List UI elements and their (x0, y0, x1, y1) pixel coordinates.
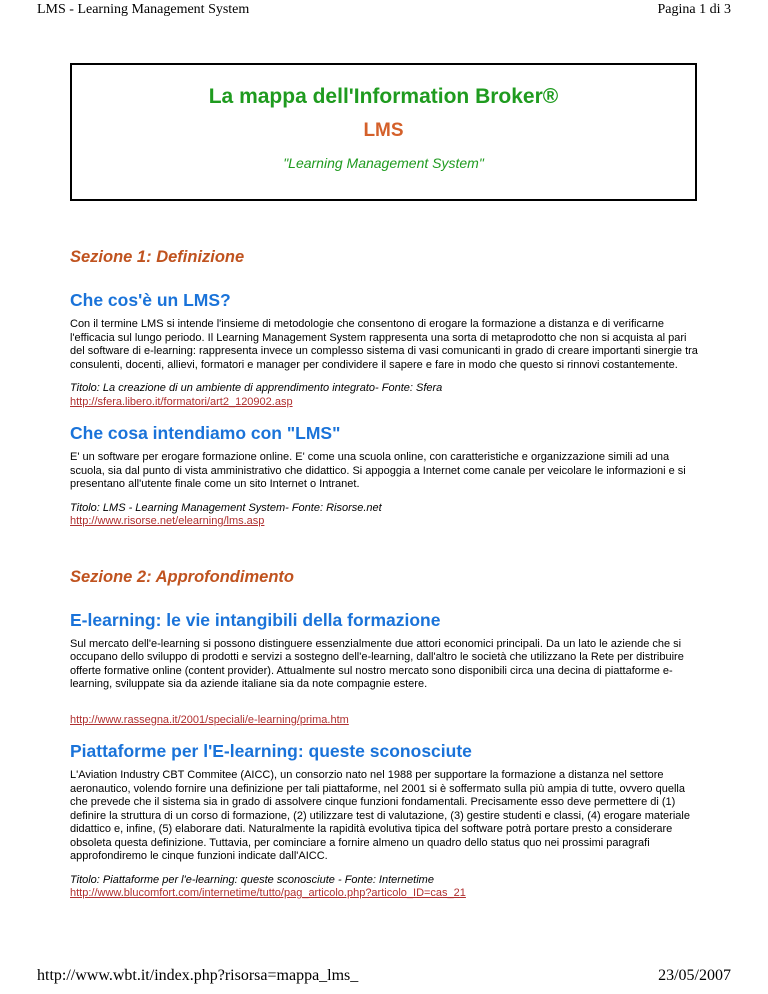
article-source: Titolo: La creazione di un ambiente di apprendimento integrato- Fonte: Sfera (70, 382, 443, 394)
article-title: Piattaforme per l'E-learning: queste sconosciute (70, 741, 472, 761)
article-link[interactable]: http://www.risorse.net/elearning/lms.asp (70, 515, 265, 527)
article-body: E' un software per erogare formazione online. E' come una scuola online, con caratteristiche e organizzazione simili ad una scuola, sia dal punto di vista amministrativo che didattico. Si appoggia a Internet come canale per veicolare le informazioni e si presentano all'utente finale come un sito Internet o Intranet. (70, 451, 686, 490)
article-body: L'Aviation Industry CBT Commitee (AICC), un consorzio nato nel 1988 per supportare la formazione a distanza nel settore aeronautico, volendo fornire una definizione per tali piattaforme, nel 2001 si è soffermato sulla più ampia di tutte, ovvero quella che prevede che il sistema sia in grado di assolvere cinque funzioni fondamentali. Precisamente esso deve permettere di (1) definire la struttura di un corso di formazione, (2) utilizzare test di valutazione, (3) gestire studenti e classi, (4) erogare materiale didattico e, infine, (5) elaborare dati. Naturalmente la rapidità evolutiva tipica del software potrà portare presto a considerare obsoleta questa definizione. Tuttavia, per cominciare a fornire almeno un quadro dello status quo nei prossimi paragrafi approfondiremo le cinque funzioni indicate dall'AICC. (70, 769, 690, 862)
article-link[interactable]: http://www.blucomfort.com/internetime/tutto/pag_articolo.php?articolo_ID=cas_21 (70, 887, 466, 899)
article-title: Che cosa intendiamo con "LMS" (70, 423, 341, 443)
section-heading: Sezione 1: Definizione (70, 248, 245, 266)
print-header-page-number: Pagina 1 di 3 (657, 2, 731, 17)
print-footer (37, 967, 731, 989)
article-title: E-learning: le vie intangibili della formazione (70, 609, 441, 630)
print-footer-url: http://www.wbt.it/index.php?risorsa=mappa_lms_ (37, 967, 359, 984)
page-acronym: LMS (363, 120, 404, 141)
page-subtitle: "Learning Management System" (283, 155, 484, 171)
title-box (70, 63, 697, 201)
page-title: La mappa dell'Information Broker® (208, 85, 559, 108)
print-header (37, 2, 731, 22)
article-source: Titolo: Piattaforme per l'e-learning: queste sconosciute - Fonte: Internetime (70, 873, 434, 886)
section-heading: Sezione 2: Approfondimento (70, 567, 294, 586)
article-source: Titolo: LMS - Learning Management System- Fonte: Risorse.net (70, 501, 382, 514)
article-body: Sul mercato dell'e-learning si possono distinguere essenzialmente due attori economici principali. Da un lato le aziende che si occupano dello sviluppo di prodotti e servizi a sostegno dell'e-learning, dall'altro le società che utilizzano la Rete per distribuire offerte formative online (content provider). Attualmente sul nostro mercato sono disponibili circa una decina di piattaforme e-learning, sviluppate sia da aziende italiane sia da note compagnie estere. (70, 637, 684, 690)
print-header-title: LMS - Learning Management System (37, 2, 250, 17)
article-link[interactable]: http://sfera.libero.it/formatori/art2_120902.asp (70, 395, 293, 408)
content (70, 248, 700, 901)
print-footer-date: 23/05/2007 (658, 967, 731, 984)
article-link[interactable]: http://www.rassegna.it/2001/speciali/e-learning/prima.htm (70, 713, 349, 726)
article-body: Con il termine LMS si intende l'insieme di metodologie che consentono di erogare la formazione a distanza e di verificarne l'efficacia sul lungo periodo. Il Learning Management System rappresenta una sorta di metaprodotto che non si acquista al pari del software di e-learning: rappresenta invece un complesso sistema di vasi comunicanti in grado di creare importanti sinergie tra consulenti, docenti, allievi, formatori e manager per condividere il sapere e fare in modo che questo si rinnovi costantemente. (70, 318, 698, 371)
article-title: Che cos'è un LMS? (70, 290, 231, 310)
